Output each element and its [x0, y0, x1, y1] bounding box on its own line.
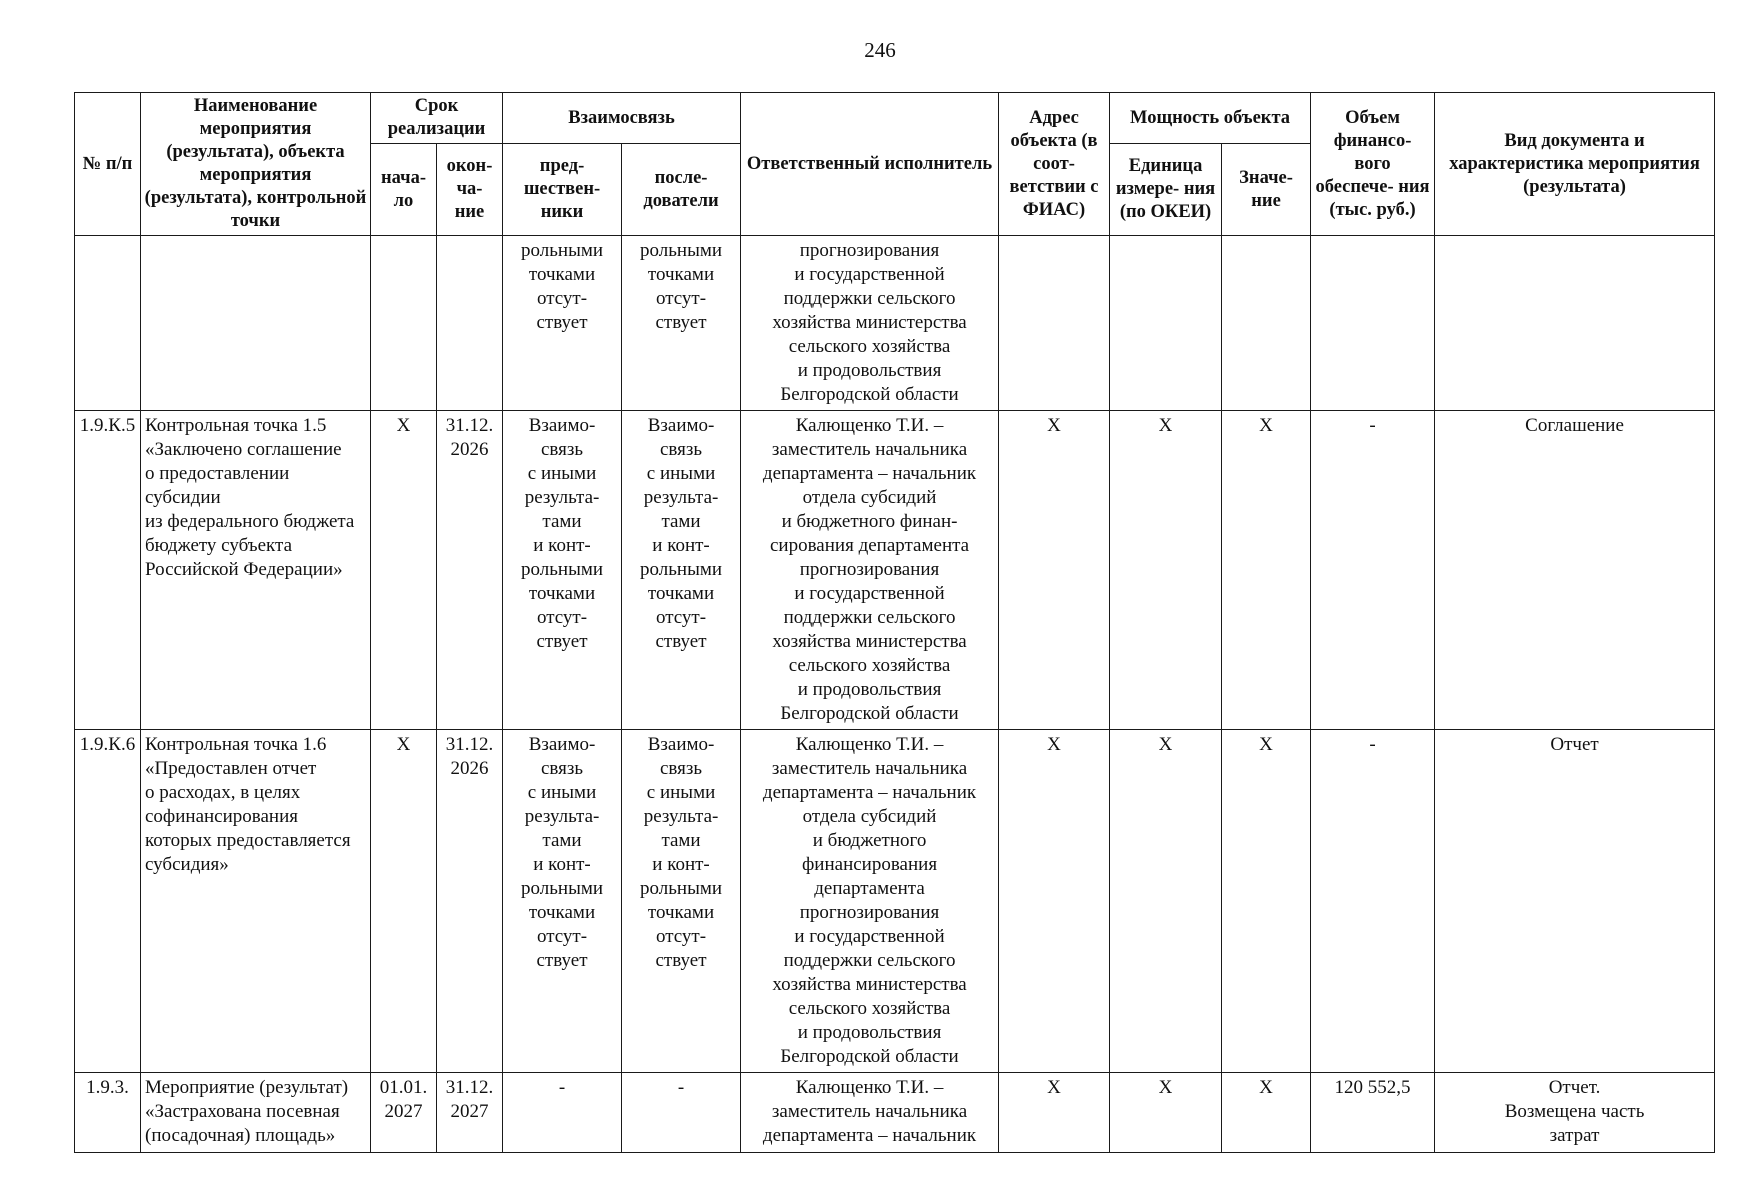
table-row — [75, 236, 1715, 411]
header-finance: Объем финансо- вого обеспече- ния (тыс. руб.) — [1311, 93, 1435, 236]
header-term-end: окон- ча- ние — [437, 144, 503, 236]
row-finance: - — [1311, 730, 1435, 1073]
row-succ: рольными точками отсут- ствует — [622, 236, 741, 411]
row-responsible: Калющенко Т.И. – заместитель начальника департамента – начальник отдела субсидий и бюджетного финансирования департамента прогнозирования и государственной поддержки сельского хозяйства министерства сельского хозяйства и продовольствия Белгородской области — [741, 730, 999, 1073]
row-succ: Взаимо- связь с иными результа- тами и конт- рольными точками отсут- ствует — [622, 730, 741, 1073]
header-value: Значе- ние — [1222, 144, 1311, 236]
header-term: Срок реализации — [371, 93, 503, 144]
row-num: 1.9.К.6 — [75, 730, 141, 1073]
row-finance — [1311, 236, 1435, 411]
row-value: X — [1222, 730, 1311, 1073]
row-pred: Взаимо- связь с иными результа- тами и конт- рольными точками отсут- ствует — [503, 730, 622, 1073]
row-pred: рольными точками отсут- ствует — [503, 236, 622, 411]
header-unit: Единица измере- ния (по ОКЕИ) — [1110, 144, 1222, 236]
row-name — [141, 236, 371, 411]
row-value — [1222, 236, 1311, 411]
header-name: Наименование мероприятия (результата), объекта мероприятия (результата), контрольной точки — [141, 93, 371, 236]
table-row — [75, 730, 1715, 1073]
row-pred: - — [503, 1073, 622, 1153]
row-name: Контрольная точка 1.5 «Заключено соглашение о предоставлении субсидии из федерального бюджета бюджету субъекта Российской Федерации» — [141, 411, 371, 730]
header-row-1 — [75, 93, 1715, 144]
row-num: 1.9.3. — [75, 1073, 141, 1153]
page-number: 246 — [864, 38, 896, 62]
row-doc: Соглашение — [1435, 411, 1715, 730]
row-name: Контрольная точка 1.6 «Предоставлен отчет о расходах, в целях софинансирования которых предоставляется субсидия» — [141, 730, 371, 1073]
row-doc: Отчет. Возмещена часть затрат — [1435, 1073, 1715, 1153]
row-unit: X — [1110, 1073, 1222, 1153]
row-succ: - — [622, 1073, 741, 1153]
header-doc: Вид документа и характеристика мероприятия (результата) — [1435, 93, 1715, 236]
row-responsible: Калющенко Т.И. – заместитель начальника департамента – начальник отдела субсидий и бюджетного финан- сирования департамента прогнозирования и государственной поддержки сельского хозяйства министерства сельского хозяйства и продовольствия Белгородской области — [741, 411, 999, 730]
row-doc — [1435, 236, 1715, 411]
row-num — [75, 236, 141, 411]
row-pred: Взаимо- связь с иными результа- тами и конт- рольными точками отсут- ствует — [503, 411, 622, 730]
header-num: № п/п — [75, 93, 141, 236]
row-finance: 120 552,5 — [1311, 1073, 1435, 1153]
row-start: X — [371, 411, 437, 730]
row-responsible: Калющенко Т.И. – заместитель начальника департамента – начальник — [741, 1073, 999, 1153]
header-link: Взаимосвязь — [503, 93, 741, 144]
row-address — [999, 236, 1110, 411]
row-num: 1.9.К.5 — [75, 411, 141, 730]
row-address: X — [999, 411, 1110, 730]
row-end: 31.12. 2026 — [437, 730, 503, 1073]
row-start: X — [371, 730, 437, 1073]
measures-table — [74, 92, 1715, 1153]
table-row — [75, 411, 1715, 730]
header-link-succ: после- дователи — [622, 144, 741, 236]
header-link-pred: пред- шествен- ники — [503, 144, 622, 236]
header-capacity: Мощность объекта — [1110, 93, 1311, 144]
row-succ: Взаимо- связь с иными результа- тами и конт- рольными точками отсут- ствует — [622, 411, 741, 730]
header-address: Адрес объекта (в соот- ветствии с ФИАС) — [999, 93, 1110, 236]
row-value: X — [1222, 411, 1311, 730]
row-start — [371, 236, 437, 411]
row-end — [437, 236, 503, 411]
row-start: 01.01. 2027 — [371, 1073, 437, 1153]
table-row — [75, 1073, 1715, 1153]
row-unit: X — [1110, 411, 1222, 730]
row-end: 31.12. 2026 — [437, 411, 503, 730]
row-end: 31.12. 2027 — [437, 1073, 503, 1153]
row-value: X — [1222, 1073, 1311, 1153]
row-responsible: прогнозирования и государственной поддержки сельского хозяйства министерства сельского хозяйства и продовольствия Белгородской области — [741, 236, 999, 411]
row-unit — [1110, 236, 1222, 411]
row-unit: X — [1110, 730, 1222, 1073]
header-term-start: нача- ло — [371, 144, 437, 236]
row-finance: - — [1311, 411, 1435, 730]
header-responsible: Ответственный исполнитель — [741, 93, 999, 236]
row-address: X — [999, 730, 1110, 1073]
row-doc: Отчет — [1435, 730, 1715, 1073]
row-address: X — [999, 1073, 1110, 1153]
row-name: Мероприятие (результат) «Застрахована посевная (посадочная) площадь» — [141, 1073, 371, 1153]
